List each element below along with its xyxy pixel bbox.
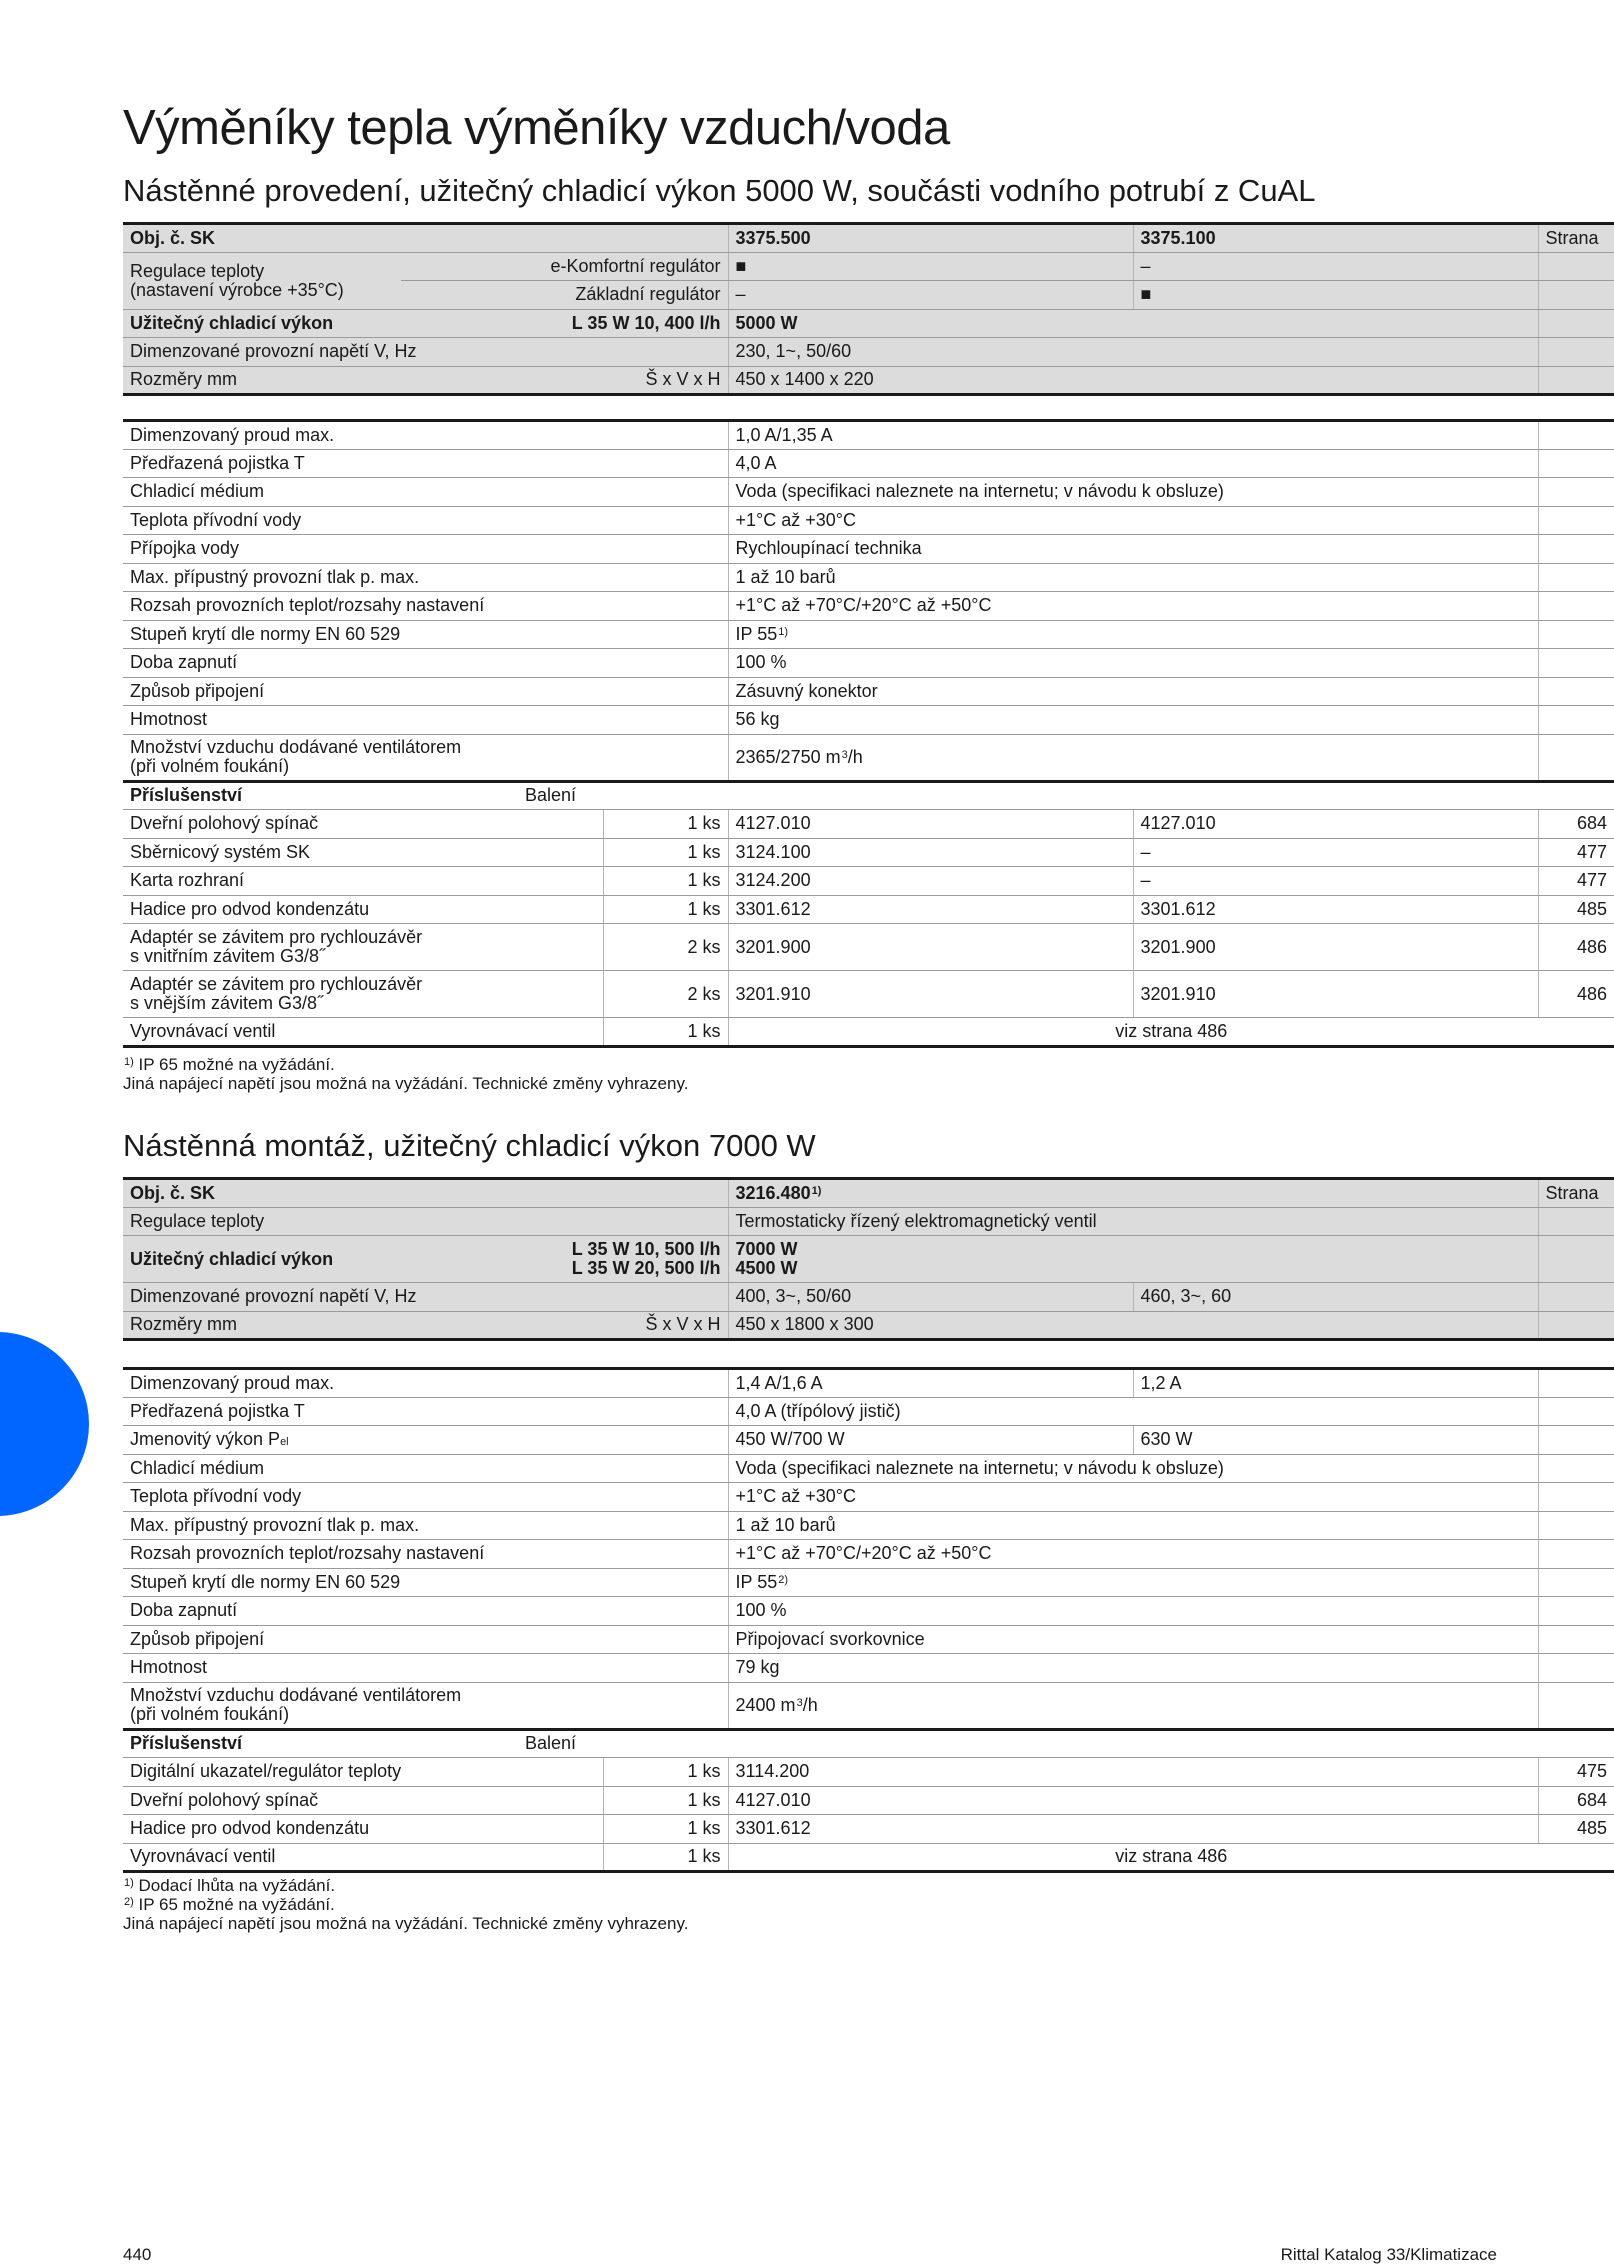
accessories-label: Příslušenství (123, 1729, 518, 1758)
spec-row: Způsob připojení Připojovací svorkovnice (123, 1625, 1614, 1654)
cooling-row (123, 1236, 1614, 1283)
voltage-value: 230, 1~, 50/60 (728, 338, 1538, 367)
cooling-conditions: L 35 W 10, 500 l/h L 35 W 20, 500 l/h (528, 1236, 728, 1283)
spec-row: Hmotnost 79 kg (123, 1654, 1614, 1683)
regulation-row-1 (123, 252, 1614, 281)
regulation-label: Regulace teploty (123, 1207, 728, 1236)
voltage-label: Dimenzované provozní napětí V, Hz (123, 338, 728, 367)
accessory-row: Sběrnicový systém SK 1 ks 3124.100 – 477 (123, 838, 1614, 867)
voltage-row (123, 1283, 1614, 1312)
regulation-value: Termostaticky řízený elektromagnetický ventil (728, 1207, 1538, 1236)
obj-label: Obj. č. SK (123, 1179, 728, 1208)
spec-row: Teplota přívodní vody +1°C až +30°C (123, 506, 1614, 535)
page-ref: 485 (1538, 895, 1614, 924)
cooling-values: 7000 W 4500 W (728, 1236, 1538, 1283)
accessory-row: Vyrovnávací ventil 1 ks viz strana 486 (123, 1018, 1614, 1047)
accessory-row: Adaptér se závitem pro rychlouzávěr s vnějším závitem G3/8˝ 2 ks 3201.910 3201.910 486 (123, 971, 1614, 1018)
spec-row: Chladicí médium Voda (specifikaci naleznete na internetu; v návodu k obsluze) (123, 478, 1614, 507)
basic-regulator-a: – (728, 281, 1133, 310)
spec-row: Způsob připojení Zásuvný konektor (123, 677, 1614, 706)
spec-row: Teplota přívodní vody +1°C až +30°C (123, 1483, 1614, 1512)
accessory-row: Dveřní polohový spínač 1 ks 4127.010 4127.010 684 (123, 810, 1614, 839)
accessory-row: Hadice pro odvod kondenzátu 1 ks 3301.612 485 (123, 1815, 1614, 1844)
accessories-label: Příslušenství (123, 781, 518, 810)
e-comfort-a: ■ (728, 252, 1133, 281)
page-ref: 684 (1538, 810, 1614, 839)
footnote-ref: 2) (778, 1573, 789, 1586)
voltage-b: 460, 3~, 60 (1133, 1283, 1538, 1312)
strana-header: Strana (1538, 224, 1614, 253)
regulation-row (123, 1207, 1614, 1236)
spec-row: Doba zapnutí 100 % (123, 1597, 1614, 1626)
ip-row: Stupeň krytí dle normy EN 60 529 IP 55$^{2)}$ (123, 1568, 1614, 1597)
voltage-label: Dimenzované provozní napětí V, Hz (123, 1283, 728, 1312)
dims-row (123, 366, 1614, 395)
voltage-row (123, 338, 1614, 367)
section1-title: Nástěnné provedení, užitečný chladicí výkon 5000 W, součásti vodního potrubí z CuAL (123, 173, 1316, 208)
dims-unit: Š x V x H (528, 366, 728, 395)
dims-unit: Š x V x H (528, 1311, 728, 1340)
voltage-a: 400, 3~, 50/60 (728, 1283, 1133, 1312)
accessories-header-row (123, 1729, 1614, 1758)
page-ref: 477 (1538, 867, 1614, 896)
cooling-condition: L 35 W 10, 400 l/h (528, 309, 728, 338)
section2-title: Nástěnná montáž, užitečný chladicí výkon 7000 W (123, 1128, 816, 1163)
regulation-label: Regulace teploty (nastavení výrobce +35°C) (123, 252, 401, 309)
section2-spec-table (123, 1367, 1614, 1873)
dims-label: Rozměry mm (123, 366, 528, 395)
packaging-label: Balení (518, 1729, 1614, 1758)
spec-row: Přípojka vody Rychloupínací technika (123, 535, 1614, 564)
strana-header: Strana (1538, 1179, 1614, 1208)
spec-row: Rozsah provozních teplot/rozsahy nastavení +1°C až +70°C/+20°C až +50°C (123, 592, 1614, 621)
spec-row: Dimenzovaný proud max. 1,4 A/1,6 A 1,2 A (123, 1369, 1614, 1398)
chapter-tab-marker (0, 1332, 89, 1516)
airflow-row: Množství vzduchu dodávané ventilátorem (při volném foukání) 2365/2750 $m^3/h$ (123, 734, 1614, 781)
e-comfort-b: – (1133, 252, 1538, 281)
model-3216-480: 3216.480$^{1)}$ (728, 1179, 1538, 1208)
spec-row: Max. přípustný provozní tlak p. max. 1 až 10 barů (123, 1511, 1614, 1540)
spec-row: Předřazená pojistka T 4,0 A (třípólový jistič) (123, 1397, 1614, 1426)
accessory-row: Adaptér se závitem pro rychlouzávěr s vnitřním závitem G3/8˝ 2 ks 3201.900 3201.900 486 (123, 924, 1614, 971)
cooling-label: Užitečný chladicí výkon (123, 1236, 528, 1283)
obj-label: Obj. č. SK (123, 224, 728, 253)
page-title: Výměníky tepla výměníky vzduch/voda (123, 101, 950, 155)
packaging-label: Balení (518, 781, 1614, 810)
spec-row: Max. přípustný provozní tlak p. max. 1 až 10 barů (123, 563, 1614, 592)
accessory-row: Vyrovnávací ventil 1 ks viz strana 486 (123, 1843, 1614, 1872)
section1-header-row (123, 224, 1614, 253)
accessory-row: Karta rozhraní 1 ks 3124.200 – 477 (123, 867, 1614, 896)
section1-footnotes: $^{1)}$ IP 65 možné na vyžádání. Jiná napájecí napětí jsou možná na vyžádání. Technické změny vyhrazeny. (123, 1055, 689, 1093)
page-number: 440 (123, 2245, 152, 2264)
spec-row: Hmotnost 56 kg (123, 706, 1614, 735)
airflow-row: Množství vzduchu dodávané ventilátorem (při volném foukání) 2400 $m^3/h$ (123, 1682, 1614, 1729)
cooling-label: Užitečný chladicí výkon (123, 309, 528, 338)
section2-header-row (123, 1179, 1614, 1208)
basic-regulator-b: ■ (1133, 281, 1538, 310)
model-3375-500: 3375.500 (728, 224, 1133, 253)
dims-label: Rozměry mm (123, 1311, 528, 1340)
model-3375-100: 3375.100 (1133, 224, 1538, 253)
section2-footnotes: $^{1)}$ Dodací lhůta na vyžádání. $^{2)}$ IP 65 možné na vyžádání. Jiná napájecí napětí jsou možná na vyžádání. Technické změny vyhrazeny. (123, 1876, 689, 1933)
page-ref: 485 (1538, 1815, 1614, 1844)
page-ref: 486 (1538, 971, 1614, 1018)
dims-value: 450 x 1800 x 300 (728, 1311, 1538, 1340)
accessories-header-row (123, 781, 1614, 810)
accessory-row: Digitální ukazatel/regulátor teploty 1 ks 3114.200 475 (123, 1758, 1614, 1787)
spec-row: Předřazená pojistka T 4,0 A (123, 449, 1614, 478)
accessory-row: Dveřní polohový spínač 1 ks 4127.010 684 (123, 1786, 1614, 1815)
section1-spec-table (123, 419, 1614, 1048)
power-row: Jmenovitý výkon Pel 450 W/700 W 630 W (123, 1426, 1614, 1455)
dims-value: 450 x 1400 x 220 (728, 366, 1538, 395)
basic-regulator-label: Základní regulátor (401, 281, 728, 310)
page-ref: 475 (1538, 1758, 1614, 1787)
ip-row: Stupeň krytí dle normy EN 60 529 IP 55$^{1)}$ (123, 620, 1614, 649)
section1-header-table (123, 222, 1614, 396)
page-ref: 486 (1538, 924, 1614, 971)
dims-row (123, 1311, 1614, 1340)
cooling-value: 5000 W (728, 309, 1538, 338)
spec-row: Dimenzovaný proud max. 1,0 A/1,35 A (123, 421, 1614, 450)
e-comfort-label: e-Komfortní regulátor (401, 252, 728, 281)
cooling-row (123, 309, 1614, 338)
spec-row: Rozsah provozních teplot/rozsahy nastavení +1°C až +70°C/+20°C až +50°C (123, 1540, 1614, 1569)
spec-row: Doba zapnutí 100 % (123, 649, 1614, 678)
spec-row: Chladicí médium Voda (specifikaci naleznete na internetu; v návodu k obsluze) (123, 1454, 1614, 1483)
page-ref: 684 (1538, 1786, 1614, 1815)
page-ref: 477 (1538, 838, 1614, 867)
accessory-row: Hadice pro odvod kondenzátu 1 ks 3301.612 3301.612 485 (123, 895, 1614, 924)
catalog-label: Rittal Katalog 33/Klimatizace (1280, 2245, 1497, 2264)
footnote-ref: 1) (778, 625, 789, 638)
section2-header-table (123, 1177, 1614, 1341)
